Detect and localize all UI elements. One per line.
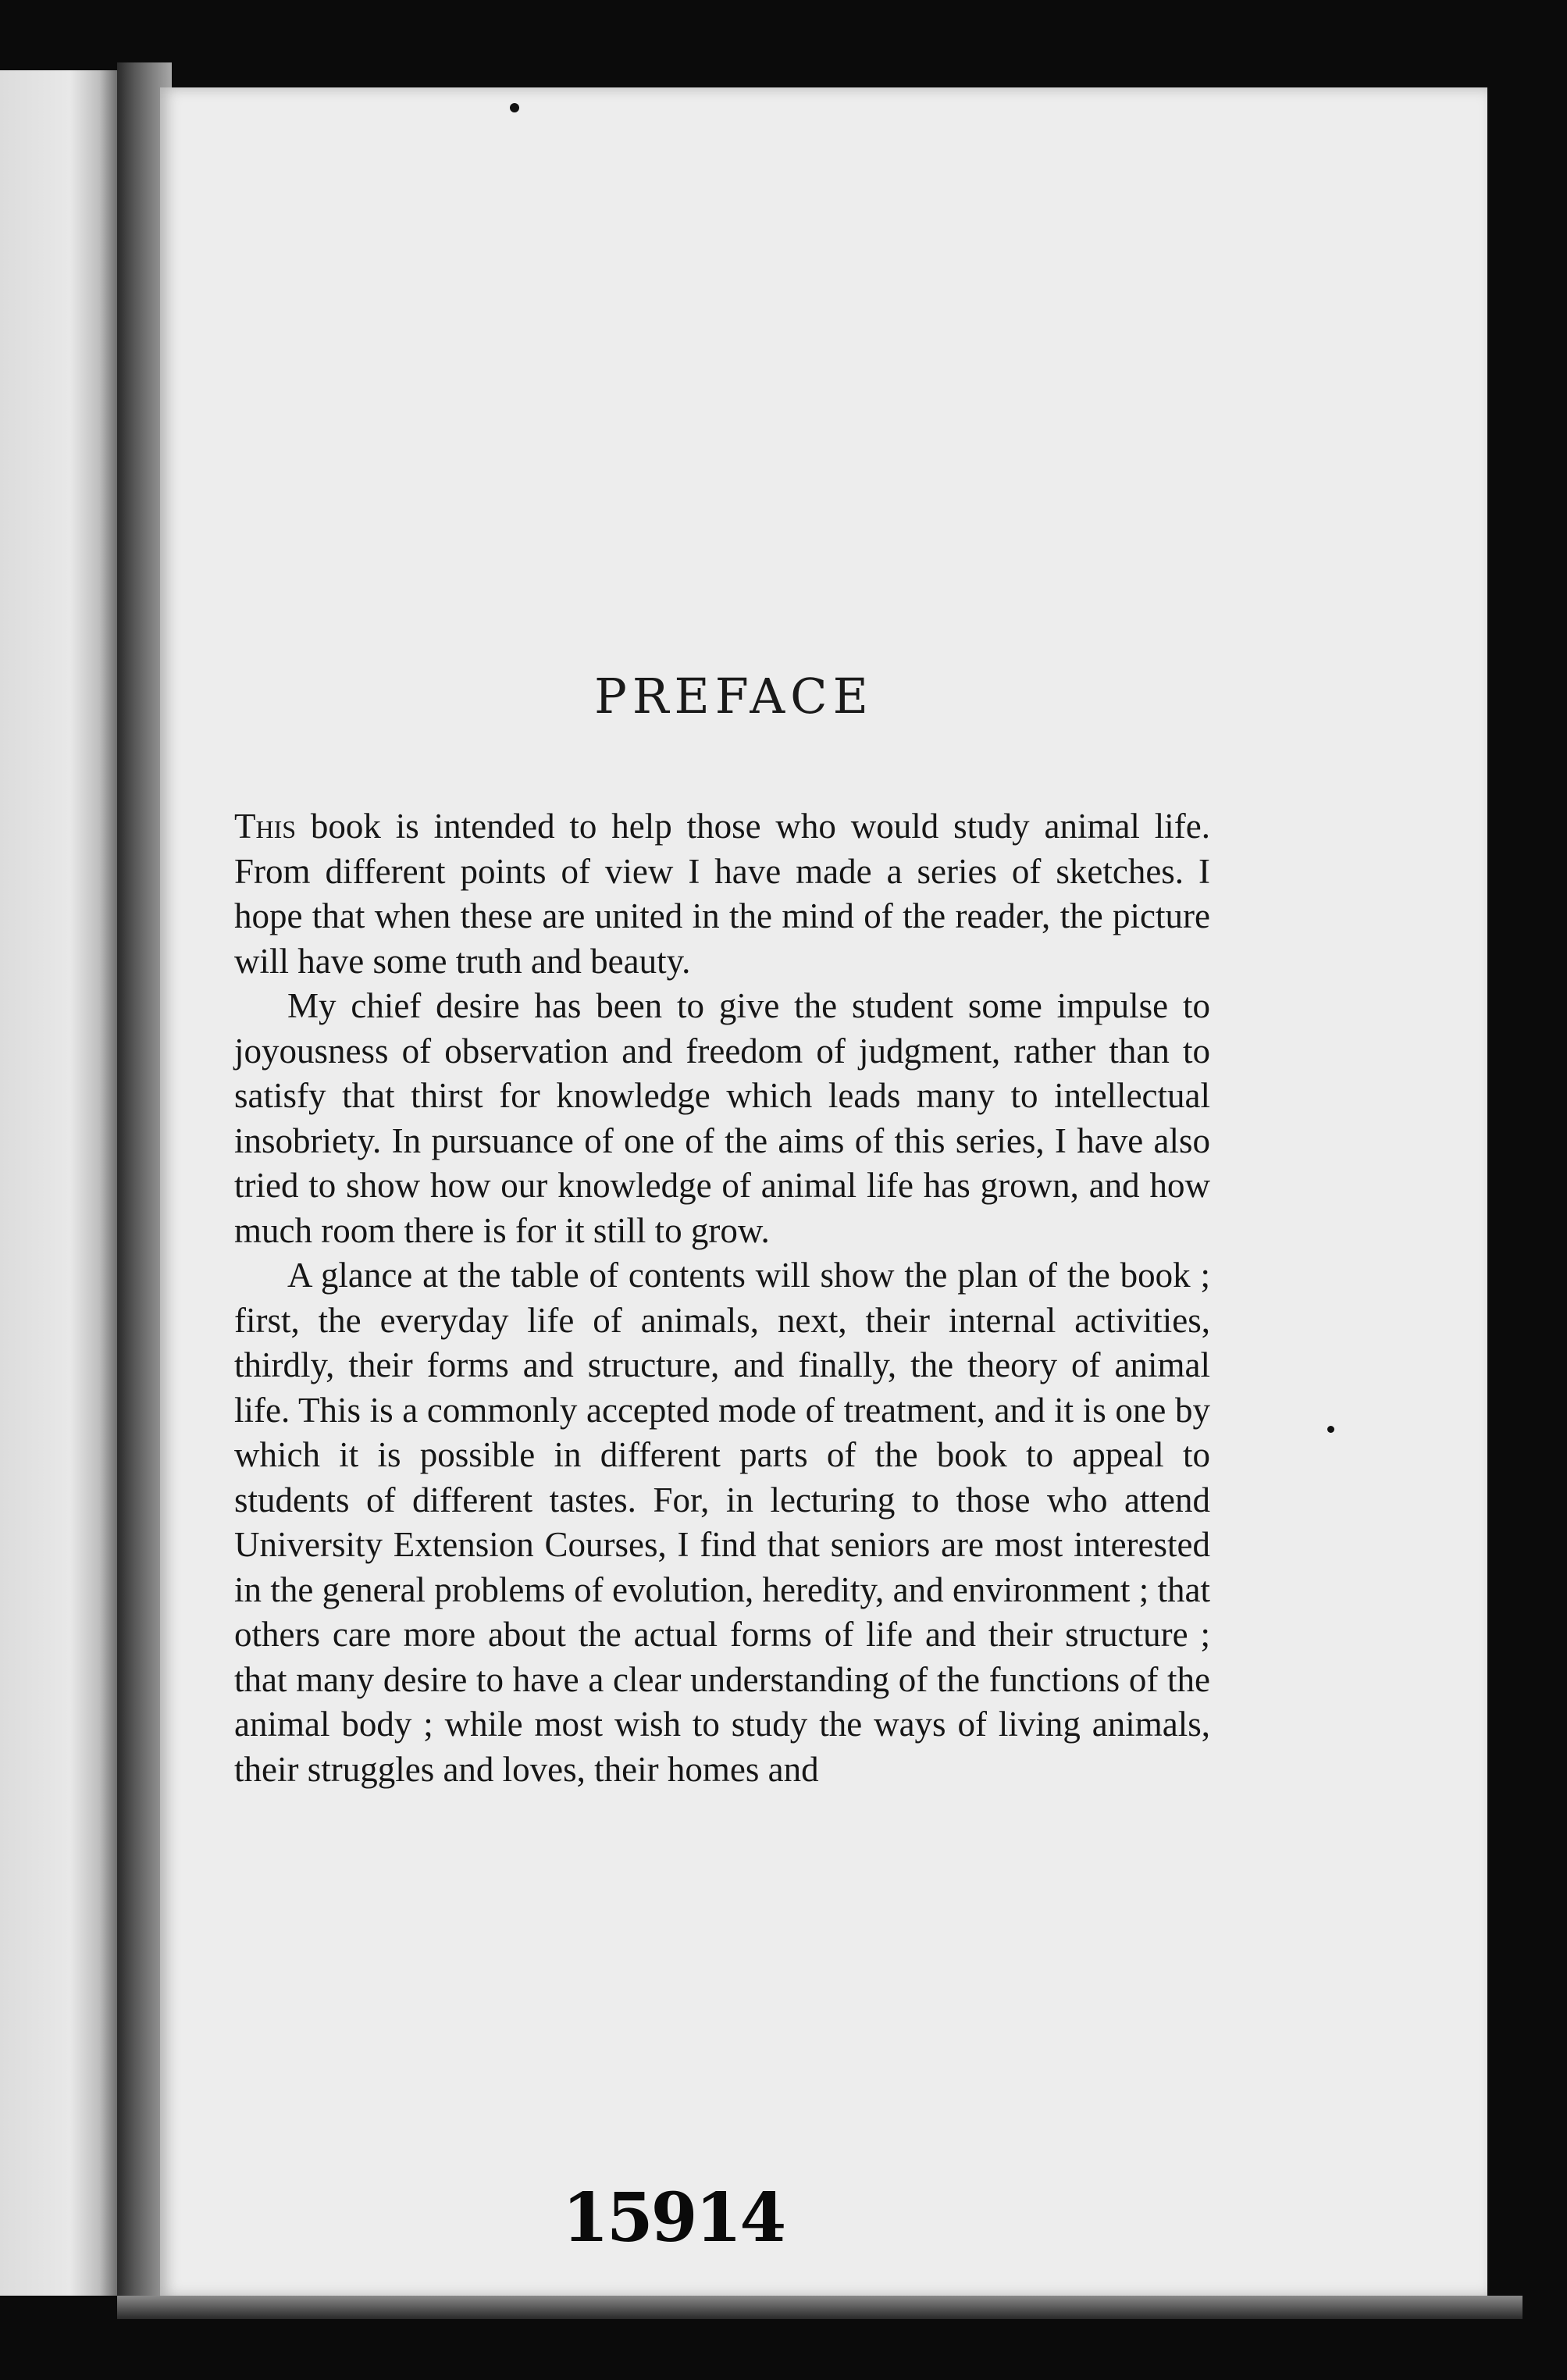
paragraph-text: book is intended to help those who would study animal life. From different points of view I have made a series of sketches. I hope that when these are united in the mind of the reader, the picture will have some truth and beauty. <box>234 807 1210 981</box>
paragraph-3 <box>234 1253 1210 1792</box>
page-bottom-edge <box>117 2296 1522 2319</box>
paragraph-1 <box>234 804 1210 984</box>
dust-speck <box>510 103 519 112</box>
left-page-edge <box>0 70 117 2296</box>
preface-body <box>234 804 1210 1792</box>
dust-speck <box>1327 1426 1334 1433</box>
accession-number-stamp: 15914 <box>562 2179 785 2257</box>
paragraph-2 <box>234 984 1210 1253</box>
paragraph-text: My chief desire has been to give the student some impulse to joyousness of observation and freedom of judgment, rather than to satisfy that thirst for knowledge which leads many to intellectual insobriety. In pursuance of one of the aims of this series, I have also tried to show how our knowledge of animal life has grown, and how much room there is for it still to grow. <box>234 986 1210 1250</box>
page-heading: PREFACE <box>594 668 874 725</box>
paragraph-first-word: This <box>234 807 297 846</box>
paragraph-text: A glance at the table of contents will show the plan of the book ; first, the everyday life of animals, next, their internal activities, thirdly, their forms and structure, and finally, the theory of animal life. This is a commonly accepted mode of treatment, and it is one by which it is possible in different parts of the book to appeal to students of different tastes. For, in lecturing to those who attend University Extension Courses, I find that seniors are most interested in the general problems of evolution, heredity, and environment ; that others care more about the actual forms of life and their structure ; that many desire to have a clear understanding of the functions of the animal body ; while most wish to study the ways of living animals, their struggles and loves, their homes and <box>234 1256 1210 1789</box>
